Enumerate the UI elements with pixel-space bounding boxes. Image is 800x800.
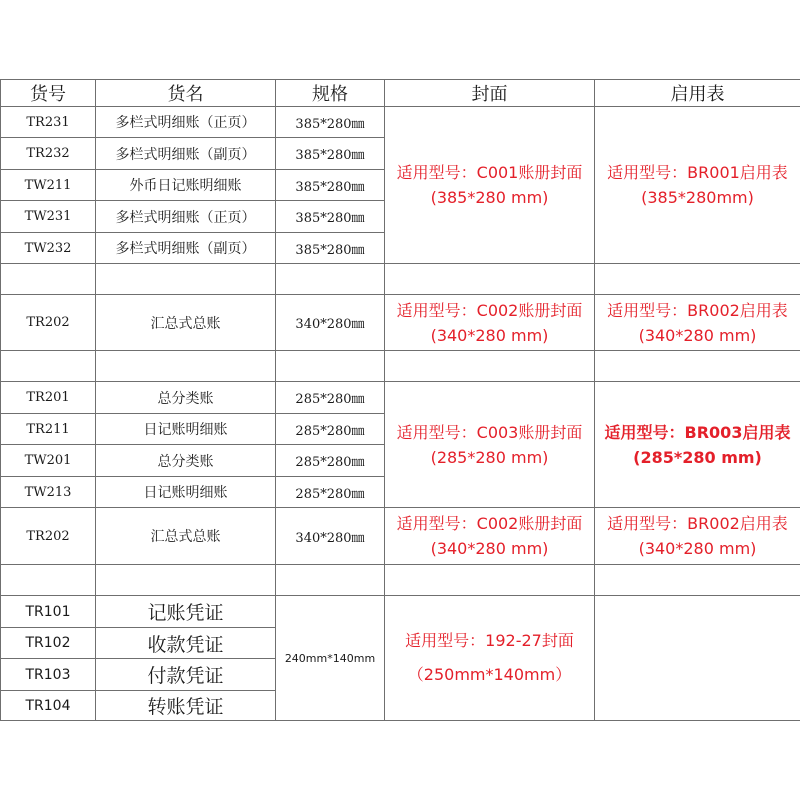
item-spec: 340*280㎜ [276, 295, 385, 351]
item-code: TR202 [1, 508, 96, 565]
item-spec: 385*280㎜ [276, 233, 385, 264]
cover-size: (285*280 mm) [430, 447, 549, 467]
item-code: TR211 [1, 414, 96, 445]
item-spec: 240mm*140mm [276, 596, 385, 721]
enable-size: (385*280mm) [641, 188, 754, 207]
cover-size: (385*280 mm) [430, 188, 549, 207]
table-row [1, 382, 800, 414]
header-code: 货号 [1, 80, 96, 107]
item-name: 日记账明细账 [96, 414, 276, 445]
item-code: TR202 [1, 295, 96, 351]
cover-cell [385, 382, 595, 508]
item-name: 付款凭证 [96, 659, 276, 691]
item-code: TW232 [1, 233, 96, 264]
item-code: TR232 [1, 138, 96, 170]
cover-cell [385, 508, 595, 565]
enable-cell [595, 382, 800, 508]
header-spec: 规格 [276, 80, 385, 107]
item-name: 多栏式明细账（副页） [96, 138, 276, 170]
item-name: 收款凭证 [96, 628, 276, 659]
enable-model: 适用型号：BR002启用表 [607, 300, 788, 320]
cover-model: 适用型号：C002账册封面 [396, 300, 583, 320]
item-spec: 340*280㎜ [276, 508, 385, 565]
item-spec: 285*280㎜ [276, 382, 385, 414]
item-spec: 285*280㎜ [276, 445, 385, 477]
item-code: TR102 [1, 628, 96, 659]
item-code: TW213 [1, 477, 96, 508]
enable-model: 适用型号：BR001启用表 [607, 163, 788, 182]
item-spec: 285*280㎜ [276, 414, 385, 445]
enable-size: (340*280 mm) [638, 325, 757, 345]
cover-size: (340*280 mm) [430, 325, 549, 345]
enable-size: (285*280 mm) [633, 447, 762, 467]
enable-cell [595, 508, 800, 565]
table-row [1, 596, 800, 628]
item-name: 汇总式总账 [96, 295, 276, 351]
cover-model: 适用型号：C003账册封面 [396, 422, 583, 442]
enable-cell [595, 107, 800, 264]
item-name: 总分类账 [96, 445, 276, 477]
item-code: TW231 [1, 201, 96, 233]
item-spec: 385*280㎜ [276, 138, 385, 170]
item-name: 汇总式总账 [96, 508, 276, 565]
enable-model: 适用型号：BR003启用表 [604, 422, 791, 442]
item-spec: 385*280㎜ [276, 107, 385, 138]
header-name: 货名 [96, 80, 276, 107]
header-row [1, 80, 800, 107]
item-name: 日记账明细账 [96, 477, 276, 508]
header-cover: 封面 [385, 80, 595, 107]
item-code: TW211 [1, 170, 96, 201]
item-code: TR101 [1, 596, 96, 628]
item-name: 多栏式明细账（副页） [96, 233, 276, 264]
cover-cell [385, 596, 595, 721]
cover-cell [385, 295, 595, 351]
item-name: 多栏式明细账（正页） [96, 201, 276, 233]
item-code: TR103 [1, 659, 96, 691]
blank-row [1, 351, 800, 382]
blank-row [1, 264, 800, 295]
item-name: 总分类账 [96, 382, 276, 414]
item-spec: 385*280㎜ [276, 201, 385, 233]
cover-model: 适用型号：192-27封面 [405, 631, 574, 650]
table-row [1, 295, 800, 351]
product-spec-table [0, 79, 800, 721]
enable-size: (340*280 mm) [638, 539, 757, 558]
cover-size: (340*280 mm) [430, 539, 549, 558]
cover-cell [385, 107, 595, 264]
cover-model: 适用型号：C001账册封面 [396, 163, 583, 182]
blank-row [1, 565, 800, 596]
item-spec: 385*280㎜ [276, 170, 385, 201]
table-row [1, 107, 800, 138]
item-code: TW201 [1, 445, 96, 477]
cover-model: 适用型号：C002账册封面 [396, 514, 583, 533]
item-spec: 285*280㎜ [276, 477, 385, 508]
enable-cell-empty [595, 596, 800, 721]
item-code: TR201 [1, 382, 96, 414]
item-code: TR231 [1, 107, 96, 138]
item-name: 记账凭证 [96, 596, 276, 628]
item-code: TR104 [1, 691, 96, 721]
cover-size: （250mm*140mm） [407, 665, 572, 684]
item-name: 多栏式明细账（正页） [96, 107, 276, 138]
table-row [1, 508, 800, 565]
item-name: 外币日记账明细账 [96, 170, 276, 201]
enable-cell [595, 295, 800, 351]
item-name: 转账凭证 [96, 691, 276, 721]
header-enable: 启用表 [595, 80, 800, 107]
enable-model: 适用型号：BR002启用表 [607, 514, 788, 533]
